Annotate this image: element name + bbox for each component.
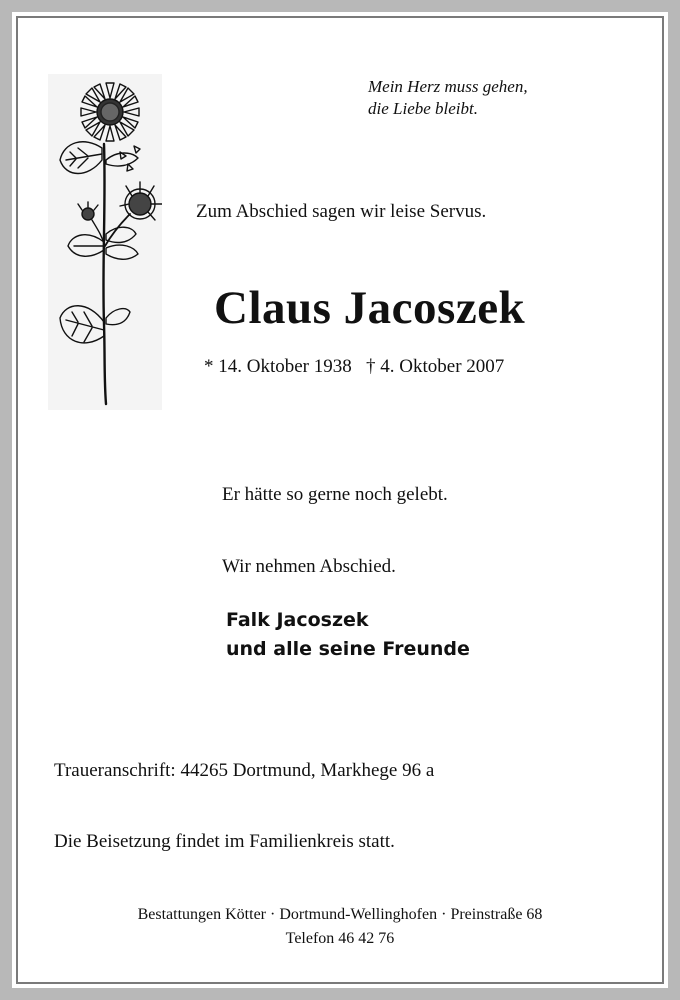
funeral-home-line: Bestattungen Kötter · Dortmund-Wellinghofen · Preinstraße 68 bbox=[137, 906, 543, 923]
deceased-name: Claus Jacoszek bbox=[214, 282, 526, 334]
phone-line: Telefon 46 42 76 bbox=[285, 930, 395, 947]
lived-line: Er hätte so gerne noch gelebt. bbox=[222, 484, 448, 505]
burial-notice: Die Beisetzung findet im Familienkreis statt. bbox=[54, 831, 395, 852]
birth-date: * 14. Oktober 1938 bbox=[204, 356, 352, 377]
sunflower-icon bbox=[48, 74, 162, 410]
farewell-line: Zum Abschied sagen wir leise Servus. bbox=[196, 201, 487, 222]
quote-line-1: Mein Herz muss gehen, bbox=[368, 77, 528, 96]
quote-line-2: die Liebe bleibt. bbox=[368, 99, 479, 118]
life-dates bbox=[204, 356, 504, 378]
funeral-home-footer bbox=[0, 903, 680, 951]
mourner-line-1: Falk Jacoszek bbox=[226, 609, 369, 631]
mourner-line-2: und alle seine Freunde bbox=[226, 638, 470, 660]
goodbye-line: Wir nehmen Abschied. bbox=[222, 556, 396, 577]
mourning-address: Traueranschrift: 44265 Dortmund, Markhege 96 a bbox=[54, 760, 435, 781]
quote bbox=[368, 76, 528, 120]
mourners bbox=[226, 606, 470, 664]
death-date: † 4. Oktober 2007 bbox=[366, 356, 505, 377]
